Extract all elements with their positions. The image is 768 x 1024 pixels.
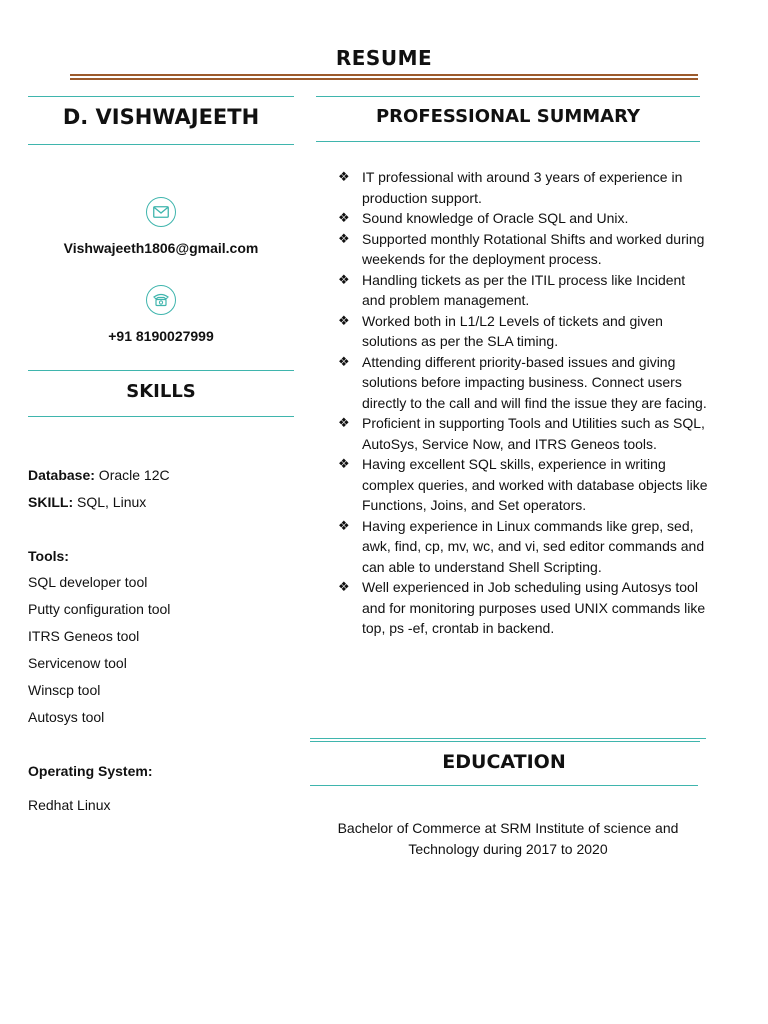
education-rule-bottom xyxy=(310,785,698,786)
summary-heading: PROFESSIONAL SUMMARY xyxy=(375,106,641,127)
skill-label: SKILL: xyxy=(28,494,74,510)
tool-item: Winscp tool xyxy=(28,682,101,698)
candidate-name: D. VISHWAJEETH xyxy=(62,105,260,129)
tool-item: Autosys tool xyxy=(28,709,105,725)
summary-item: ❖ Having excellent SQL skills, experience in writing complex queries, and worked with database objects like Functions, Joins, and Set operators. xyxy=(338,456,708,513)
diamond-bullet-icon: ❖ xyxy=(338,230,350,246)
tool-item: ITRS Geneos tool xyxy=(28,628,140,644)
database-line xyxy=(28,466,170,484)
education-rule-top-b xyxy=(310,741,700,742)
database-label: Database: xyxy=(28,467,95,483)
diamond-bullet-icon: ❖ xyxy=(338,579,350,594)
summary-item: ❖ Handling tickets as per the ITIL process like Incident and problem management. xyxy=(338,271,686,308)
diamond-bullet-icon: ❖ xyxy=(338,415,350,430)
summary-list xyxy=(338,167,710,639)
summary-rule-bottom xyxy=(316,141,700,142)
tool-item: SQL developer tool xyxy=(28,574,148,590)
resume-title: RESUME xyxy=(335,46,433,70)
diamond-bullet-icon: ❖ xyxy=(338,271,350,287)
header-rule-bottom xyxy=(70,78,698,80)
diamond-bullet-icon: ❖ xyxy=(338,312,350,328)
summary-item: ❖ IT professional with around 3 years of experience in production support. xyxy=(338,169,683,206)
database-value: Oracle 12C xyxy=(94,467,170,483)
diamond-bullet-icon: ❖ xyxy=(338,210,350,225)
phone-number: +91 8190027999 xyxy=(108,328,214,344)
education-rule-top-a xyxy=(310,738,706,739)
summary-item: ❖ Sound knowledge of Oracle SQL and Unix. xyxy=(338,208,710,229)
tools-label: Tools: xyxy=(28,548,69,564)
diamond-bullet-icon: ❖ xyxy=(338,517,350,533)
header-rule-top xyxy=(70,74,698,76)
name-rule-bottom xyxy=(28,144,294,145)
summary-item: ❖ Worked both in L1/L2 Levels of tickets and given solutions as per the SLA timing. xyxy=(338,312,663,349)
envelope-icon xyxy=(146,197,176,227)
skill-value: SQL, Linux xyxy=(73,494,147,510)
skills-rule-top xyxy=(28,370,294,371)
education-detail: Bachelor of Commerce at SRM Institute of science and Technology during 2017 to 2020 xyxy=(337,820,679,857)
summary-item: ❖ Proficient in supporting Tools and Utilities such as SQL, AutoSys, Service Now, and ITRS Geneos tools. xyxy=(338,415,705,452)
skill-line xyxy=(28,493,146,511)
diamond-bullet-icon: ❖ xyxy=(338,169,350,184)
name-rule-top xyxy=(28,96,294,97)
summary-item: ❖ Supported monthly Rotational Shifts and worked during weekends for the deployment process. xyxy=(338,230,705,267)
tool-item: Putty configuration tool xyxy=(28,601,171,617)
diamond-bullet-icon: ❖ xyxy=(338,456,350,471)
skills-heading: SKILLS xyxy=(126,381,196,402)
os-value: Redhat Linux xyxy=(28,797,111,813)
email-address: Vishwajeeth1806@gmail.com xyxy=(63,240,259,256)
skills-rule-bottom xyxy=(28,416,294,417)
os-label: Operating System: xyxy=(28,763,153,779)
summary-item: ❖ Well experienced in Job scheduling using Autosys tool and for monitoring purposes used UNIX commands like top, ps -ef, crontab in backend. xyxy=(338,579,706,636)
tool-item: Servicenow tool xyxy=(28,655,127,671)
telephone-icon xyxy=(146,285,176,315)
summary-item: ❖ Attending different priority-based issues and giving solutions before impacting business. Connect users directly to the call and will find the issue they are facing. xyxy=(338,353,707,411)
education-heading: EDUCATION xyxy=(442,751,566,773)
diamond-bullet-icon: ❖ xyxy=(338,353,350,369)
summary-rule-top xyxy=(316,96,700,97)
summary-item: ❖ Having experience in Linux commands like grep, sed, awk, find, cp, mv, wc, and vi, sed editor commands and can able to understand Shell Scripting. xyxy=(338,517,705,575)
